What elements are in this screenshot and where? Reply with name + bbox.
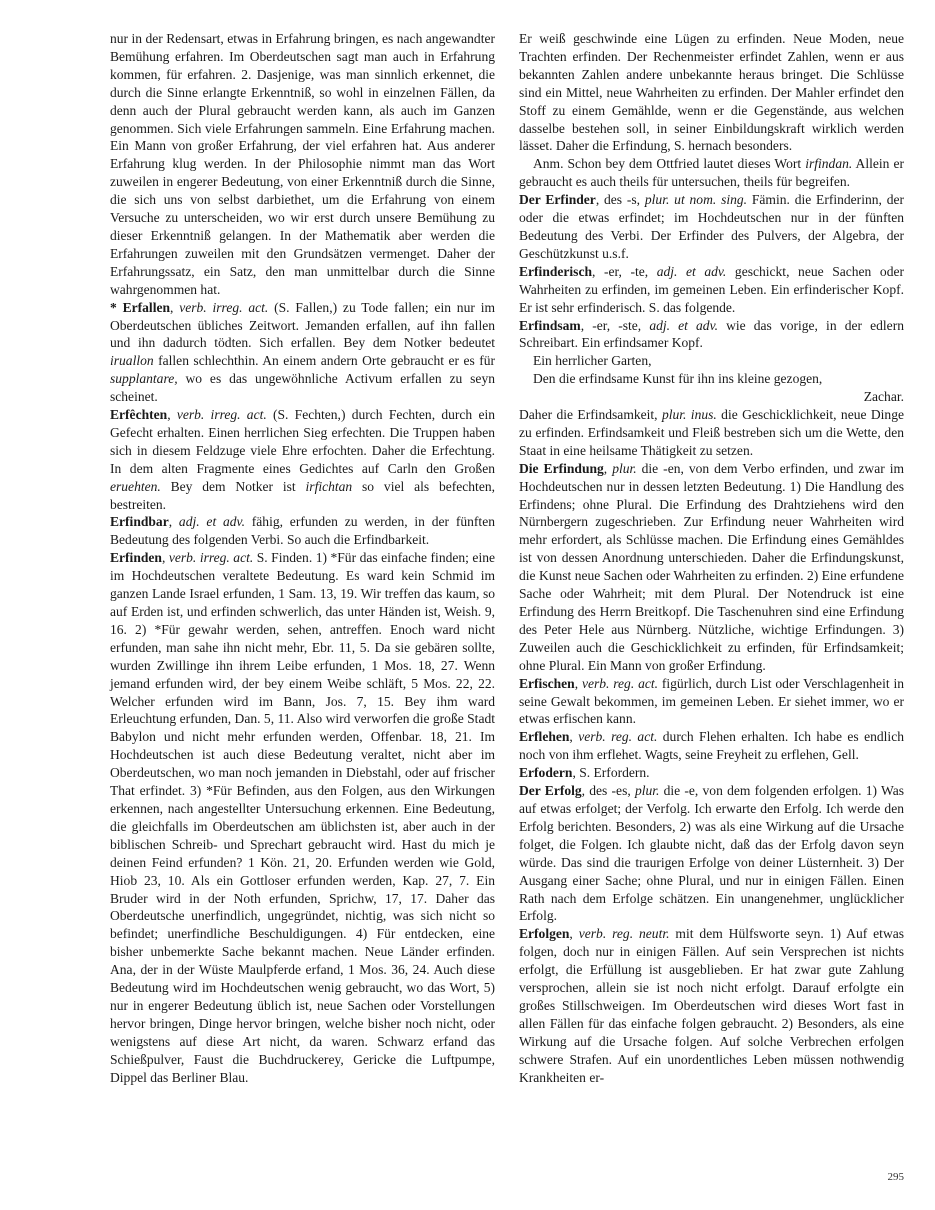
entry-text: , bbox=[569, 729, 579, 745]
entry-text: so viel als befechten, bestreiten. bbox=[110, 478, 495, 512]
entry-text: Daher die Erfindsamkeit, bbox=[519, 407, 662, 423]
entry-text: mit dem Hülfsworte seyn. 1) Auf etwas folgen, doch nur in einigen Fällen. Auf sein Versprechen ist nichts erfolgt, die Erfüllung ist ausgeblieben. Er hat zwar gute Zahlung versprochen, allein sie ist noch nicht erfolgt. Darauf erfolgte ein großes Stillschweigen. Im Oberdeutschen wird dieses Wort fast in allen Fällen für das einfache folgen gebraucht. 2) Besonders, als eine Wirkung auf die Ursache folgen. Auf solche Verbrechen erfolgen schwere Strafen. Auf ein unordentliches Leben müssen nothwendig Krankheiten er- bbox=[519, 926, 905, 1085]
headword: Erfêchten bbox=[110, 407, 168, 423]
headword: Erfolgen bbox=[519, 926, 570, 942]
verse-line: Ein herrlicher Garten, bbox=[533, 353, 652, 369]
entry-text: die Geschicklichkeit, neue Dinge zu erfinden. Erfindsamkeit und Fleiß bestreben sich um die Wette, den Staat in eine heilsame Thätigkeit zu setzen. bbox=[519, 407, 904, 458]
headword: * Erfallen bbox=[110, 299, 171, 315]
entry-text: Fämin. die Erfinderinn, der oder die etwas erfindet; im Hochdeutschen nur in der fünften Bedeutung des Verbi. Der Erfinder des Pulvers, der Algebra, der Geschützkunst u.s.f. bbox=[519, 192, 905, 261]
dictionary-entry bbox=[110, 299, 495, 406]
entry-text: , -er, -ste, bbox=[580, 317, 650, 333]
dictionary-entry bbox=[519, 925, 904, 1086]
grammar-note: verb. irreg. act. bbox=[179, 299, 269, 315]
dictionary-entry bbox=[110, 549, 495, 1086]
headword: Erflehen bbox=[519, 729, 570, 745]
entry-text: , bbox=[574, 675, 582, 691]
entry-text: wo es das ungewöhnliche Activum erfallen zu seyn scheinet. bbox=[110, 371, 495, 405]
grammar-note: irfindan. bbox=[805, 156, 853, 172]
entry-text: , des -es, bbox=[581, 783, 635, 799]
entry-text: Er weiß geschwinde eine Lügen zu erfinden. Neue Moden, neue Trachten erfinden. Der Rechenmeister erfindet Zahlen, wenn er aus bekannten Zahlen andere unbekannte heraus bringet. Die Schlüsse sind ein Mittel, neue Wahrheiten zu erfinden. Der Mahler erfindet den Stoff zu einem Gemählde, wenn er die Gegenstände, aus welchen dasselbe bestehen soll, in seiner Einbildungskraft wirklich werden lässet. Daher die Erfindung, S. hernach besonders. bbox=[519, 31, 904, 154]
entry-text: nur in der Redensart, etwas in Erfahrung bringen, es nach angewandter Bemühung erfahren. Im Oberdeutschen sagt man auch in Erfahrung kommen, für erfahren. 2. Dasjenige, was man sinnlich erkennet, die durch die Sinne erlangte Erkenntniß, so wohl in einzelnen Fällen, da denn auch der Plural gebraucht werden kann, als auch im Ganzen genommen. Sich viele Erfahrungen sammeln. Eine Erfahrung machen. Ein Mann von großer Erfahrung, der viel erfahren hat. Aus anderer Erfahrung klug werden. In der Philosophie nimmt man das Wort zuweilen in engerer Bedeutung, von einer Erkenntniß durch die Sinne, die sich uns von selbst darbiethet, um die Erfahrung von einem Versuche zu unterscheiden, wo wir erst durch unsere Bemühung zu dieser Erkenntniß gelangen. In der Mathematik aber werden die Erfahrungen zuweilen mit den Grundsätzen vermenget. Daher der Erfahrungssatz, ein Satz, den man unmittelbar durch die Sinne wahrgenommen hat. bbox=[110, 31, 495, 297]
headword: Erfinden bbox=[110, 550, 162, 566]
entry-text: S. Finden. 1) *Für das einfache finden; eine im Hochdeutschen veraltete Bedeutung. Es ward kein Schmid im ganzen Lande Israel erfunden, 1 Sam. 13, 19. Wir treffen das kaum, so auf Erden ist, und erfinden schwerlich, das unter Händen ist, Weish. 9, 16. 2) *Für gewahr werden, sehen, antreffen. Enoch ward nicht erfunden, man sahe ihn nicht mehr, Ebr. 11, 5. Da sie gebären sollte, wurden Zwillinge ihn ihrem Leibe erfunden, 1 Mos. 18, 27. Wenn jemand erfunden wird, der bey einem Weibe schläft, 5 Mos. 22, 22. Welcher erfunden wird im Bann, Jos. 7, 15. Bey ihm ward Erleuchtung erfunden, Dan. 5, 11. Also wird verworfen die große Stadt Babylon und nicht mehr erfunden werden, Offenbar. 18, 21. Im Hochdeutschen ist auch diese Bedeutung veraltet, nicht aber im Oberdeutschen, wo man noch jemanden in Diebstahl, oder auf frischer That erfindet. 3) *Für Befinden, aus den Folgen, aus den Wirkungen erkennen, nach angestellter Untersuchung erkennen. Eine Bedeutung, die gleichfalls im Oberdeutschen am üblichsten ist, aber auch in der biblischen Schreib- und Sprechart gebraucht wird. Hast du mich je deinen Feind erfunden? 1 Kön. 21, 20. Erfunden werden wie Gold, Hiob 23, 10. Als ein Gottloser erfunden werden, Kap. 27, 7. Ein Bruder wird in der Noth erfunden, Sprichw, 17, 17. Daher das Oberdeutsche unerfindlich, ungegründet, nichtig, was sich nicht so befindet; unerfindliche Beschuldigungen. 4) Für entdecken, eine bisher unbemerkte Sache bekannt machen. Neue Länder erfinden. Ana, der in der Wüste Maulpferde erfand, 1 Mos. 36, 24. Auch diese Bedeutung wird im Hochdeutschen wenig gebraucht, wo das Wort, 5) nur in engerer Bedeutung üblich ist, neue Sachen oder Vorstellungen hervor bringen, Dinge hervor bringen, welche bisher noch nicht, oder wenigstens auf diese Art nicht, da waren. Schwarz erfand das Schießpulver, Faust die Buchdruckerey, Gericke die Luftpumpe, Dippel das Berliner Blau. bbox=[110, 550, 495, 1085]
grammar-note: supplantare, bbox=[110, 371, 178, 387]
entry-text: (S. Fallen,) zu Tode fallen; ein nur im Oberdeutschen übliches Zeitwort. Jemanden erfallen, auf ihn fallen und ihn dadurch tödten. Sich erfallen. Bey dem Notker bedeutet bbox=[110, 299, 495, 351]
grammar-note: verb. irreg. act. bbox=[176, 407, 267, 423]
dictionary-entry bbox=[110, 406, 495, 513]
dictionary-entry bbox=[519, 263, 904, 317]
grammar-note: adj. et adv. bbox=[656, 263, 727, 279]
entry-text: , des -s, bbox=[595, 192, 645, 208]
entry-text: , bbox=[569, 926, 579, 942]
grammar-note: plur. ut nom. sing. bbox=[644, 192, 748, 208]
grammar-note: verb. reg. act. bbox=[581, 675, 659, 691]
dictionary-entry bbox=[519, 191, 904, 263]
headword: Der Erfinder bbox=[519, 192, 596, 208]
grammar-note: adj. et adv. bbox=[649, 317, 718, 333]
dictionary-entry bbox=[110, 30, 495, 299]
entry-text: wie das vorige, in der edlern Schreibart. Ein erfindsamer Kopf. bbox=[519, 317, 904, 351]
entry-text: Bey dem Notker ist bbox=[160, 478, 306, 494]
headword: Der Erfolg bbox=[519, 783, 582, 799]
entry-text: die -e, von dem folgenden erfolgen. 1) Was auf etwas erfolget; der Verfolg. Ich erwarte den Erfolg. Ich werde den Erfolg berichten. Besonders, 2) was als eine Wirkung auf die Ursache folget, die Folgen. Ich glaubte nicht, daß das der Erfolg davon seyn würde. Das sind die traurigen Erfolge von deiner Lüsternheit. 3) Der Ausgang einer Sache; ohne Plural, und nur in einigen Fällen. Einen Rath nach dem Erfolge schätzen. Ein unangenehmer, unglücklicher Erfolg. bbox=[519, 783, 904, 924]
page-number: 295 bbox=[887, 1171, 904, 1183]
headword: Erfindbar bbox=[110, 514, 169, 530]
entry-text: fähig, erfunden zu werden, in der fünften Bedeutung des folgenden Verbi. So auch die Erfindbarkeit. bbox=[110, 514, 495, 548]
dictionary-entry bbox=[519, 764, 904, 782]
entry-text: geschickt, neue Sachen oder Wahrheiten zu erfinden, im gemeinen Leben. Ein erfinderischer Kopf. Er ist sehr erfinderisch. S. das folgende. bbox=[519, 263, 904, 315]
entry-text: fallen schlechthin. An einem andern Orte gebraucht er es für bbox=[153, 353, 495, 369]
entry-text: , -er, -te, bbox=[592, 263, 657, 279]
grammar-note: eruehten. bbox=[110, 478, 161, 494]
entry-text: (S. Fechten,) durch Fechten, durch ein Gefecht erhalten. Einen herrlichen Sieg erfechten. Die Truppen haben sich in diesem Feldzuge viele Ehre erfochten. Daher die Erfechtung. In dem alten Fragmente eines Gedichtes auf Carln den Großen bbox=[110, 407, 495, 476]
headword: Erfindsam bbox=[519, 317, 581, 333]
headword: Erfinderisch bbox=[519, 263, 592, 279]
left-column bbox=[110, 30, 495, 1086]
headword: Erfischen bbox=[519, 675, 575, 691]
grammar-note: plur. bbox=[634, 783, 660, 799]
grammar-note: irfichtan bbox=[305, 478, 353, 494]
headword: Die Erfindung bbox=[519, 460, 604, 476]
dictionary-entry bbox=[519, 675, 904, 729]
dictionary-entry bbox=[519, 406, 904, 460]
dictionary-entry bbox=[519, 155, 904, 191]
entry-text: , S. Erfordern. bbox=[572, 765, 650, 781]
grammar-note: plur. bbox=[612, 460, 637, 476]
entry-text: Allein er gebraucht es auch theils für untersuchen, theils für begreifen. bbox=[519, 156, 904, 190]
entry-text: , bbox=[161, 550, 169, 566]
dictionary-entry bbox=[519, 728, 904, 764]
verse-line: Den die erfindsame Kunst für ihn ins kleine gezogen, bbox=[533, 371, 823, 387]
right-column bbox=[519, 30, 904, 1086]
dictionary-entry bbox=[110, 513, 495, 549]
dictionary-entry bbox=[519, 782, 904, 925]
quote-attribution: Zachar. bbox=[863, 389, 904, 405]
entry-text: die -en, von dem Verbo erfinden, und zwar im Hochdeutschen nur in dessen letzten Bedeutung. 1) Die Handlung des Erfindens; ohne Plural. Die Erfindung des Drahtziehens wird den Nürnbergern zugeschrieben. Zur Erfindung neuer Wahrheiten wird mehr erfordert, als Schlüsse machen. Die Erfindung eines Gemähldes ist von dessen Anordnung unterschieden. Daher die Erfindungskunst, die Kunst neue Sachen oder Wahrheiten zu erfinden. 2) Eine erfundene Sache oder Wahrheit; mit dem Plural. Der Notendruck ist eine Erfindung des Herrn Breitkopf. Die Taschenuhren sind eine Erfindung des Peter Hele aus Nürnberg. Nützliche, wichtige Erfindungen. 3) Zuweilen auch die Geschicklichkeit zu erfinden, für Erfindsamkeit; ohne Plural. Ein Mann von großer Erfindung. bbox=[519, 460, 905, 673]
entry-text: , bbox=[603, 460, 613, 476]
headword: Erfodern bbox=[519, 765, 573, 781]
grammar-note: iruallon bbox=[110, 353, 154, 369]
entry-text: figürlich, durch List oder Verschlagenheit in seine Gewalt bekommen, im gemeinen Leben. Er siehet immer, wo er etwas erfischen kann. bbox=[519, 675, 904, 727]
grammar-note: verb. reg. act. bbox=[578, 729, 658, 745]
grammar-note: verb. reg. neutr. bbox=[578, 926, 670, 942]
dictionary-entry bbox=[519, 30, 904, 155]
entry-text: , bbox=[170, 299, 180, 315]
dictionary-entry bbox=[519, 460, 904, 675]
grammar-note: plur. inus. bbox=[661, 407, 717, 423]
dictionary-entry bbox=[519, 317, 904, 353]
entry-text: , bbox=[167, 407, 177, 423]
entry-text: , bbox=[168, 514, 179, 530]
entry-text: durch Flehen erhalten. Ich habe es endlich noch von ihm erflehet. Wagts, seine Freyheit zu erflehen, Gell. bbox=[519, 729, 904, 763]
entry-text: Anm. Schon bey dem Ottfried lautet dieses Wort bbox=[533, 156, 806, 172]
grammar-note: verb. irreg. act. bbox=[168, 550, 254, 566]
grammar-note: adj. et adv. bbox=[178, 514, 245, 530]
